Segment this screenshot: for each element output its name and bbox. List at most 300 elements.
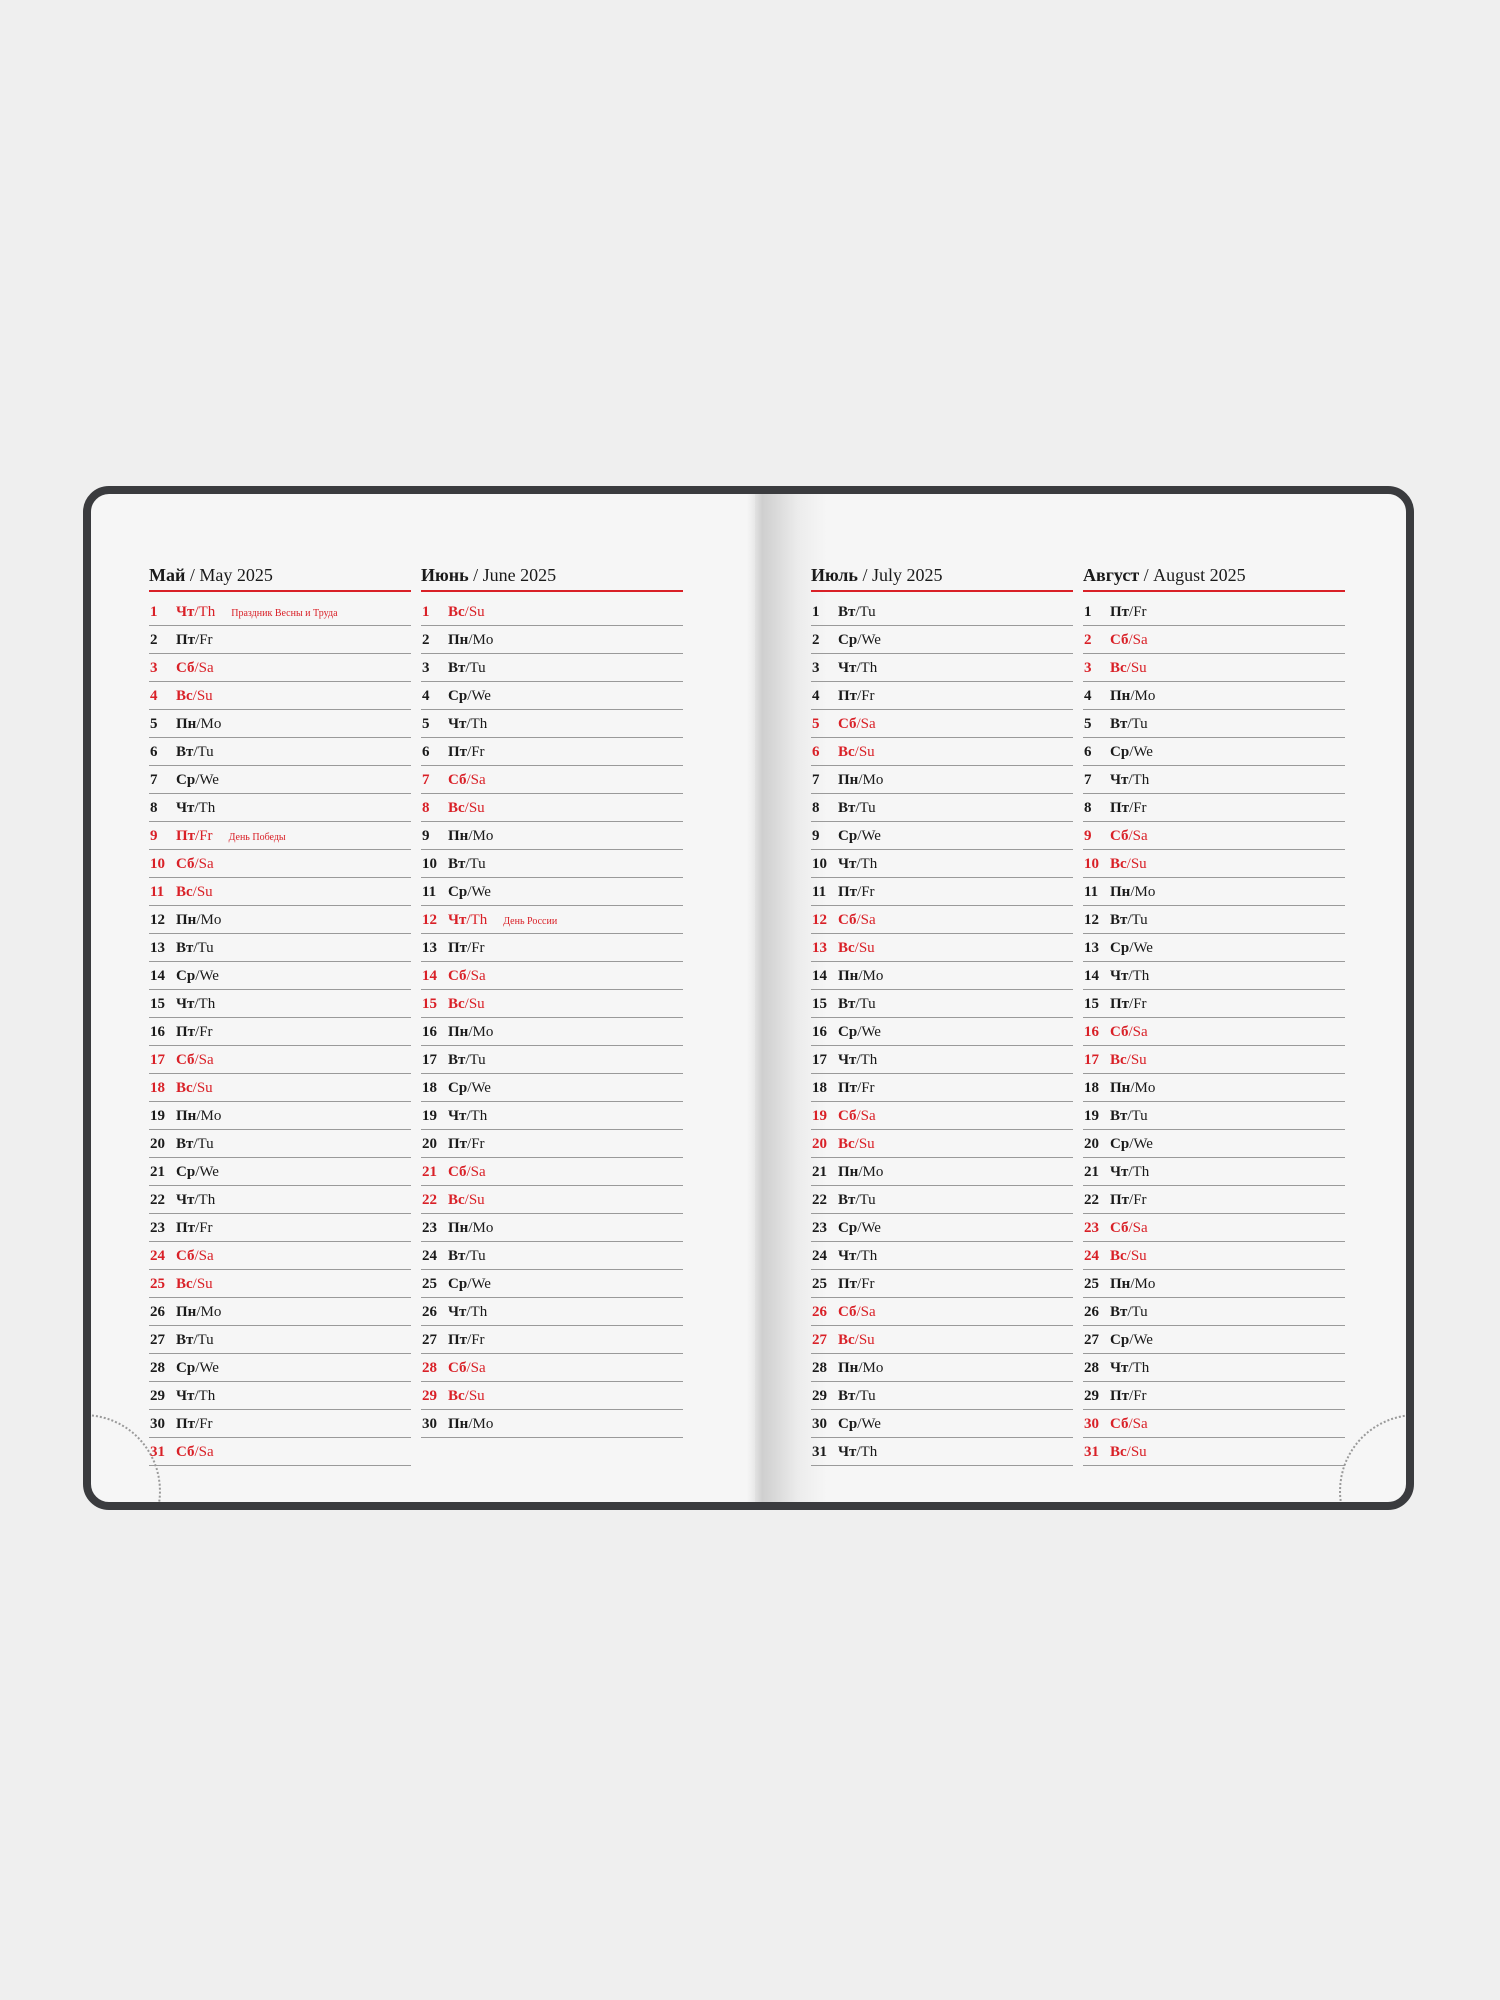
day-row xyxy=(421,936,683,962)
weekday-ru: Чт xyxy=(838,1052,857,1068)
weekday-en: /Th xyxy=(856,1444,878,1460)
day-number: 25 xyxy=(812,1276,827,1292)
weekday-en: /Fr xyxy=(857,884,875,900)
weekday-ru: Сб xyxy=(838,1108,857,1124)
day-number: 2 xyxy=(812,632,820,648)
weekday-en: /Fr xyxy=(467,940,485,956)
day-number: 31 xyxy=(150,1444,165,1460)
day-number: 19 xyxy=(150,1108,165,1124)
weekday-ru: Пн xyxy=(176,1108,197,1124)
day-row xyxy=(421,824,683,850)
weekday-ru: Вс xyxy=(176,688,193,704)
day-number: 4 xyxy=(812,688,820,704)
day-number: 13 xyxy=(422,940,437,956)
day-row xyxy=(1083,1440,1345,1466)
day-number: 4 xyxy=(422,688,430,704)
weekday-ru: Пн xyxy=(1110,884,1131,900)
day-number: 16 xyxy=(812,1024,827,1040)
day-row xyxy=(421,740,683,766)
day-number: 7 xyxy=(812,772,820,788)
month-name-ru: Июль xyxy=(811,565,858,585)
weekday-en: /Su xyxy=(854,940,875,956)
weekday-en: /We xyxy=(1129,744,1153,760)
holiday-label: Праздник Весны и Труда xyxy=(231,608,338,619)
day-number: 28 xyxy=(422,1360,437,1376)
day-row xyxy=(421,628,683,654)
day-number: 13 xyxy=(812,940,827,956)
weekday-ru: Ср xyxy=(176,1164,196,1180)
day-row xyxy=(149,684,411,710)
day-row xyxy=(811,1328,1073,1354)
day-row xyxy=(1083,1244,1345,1270)
day-number: 6 xyxy=(150,744,158,760)
weekday-en: /Fr xyxy=(195,1024,213,1040)
month-july xyxy=(811,564,1073,1468)
weekday-ru: Пт xyxy=(1110,996,1130,1012)
weekday-en: /Tu xyxy=(465,1248,486,1264)
weekday-ru: Чт xyxy=(838,856,857,872)
day-row xyxy=(1083,1188,1345,1214)
day-row xyxy=(811,1048,1073,1074)
weekday-en: /Th xyxy=(466,1108,488,1124)
day-row xyxy=(421,1104,683,1130)
day-row xyxy=(149,712,411,738)
day-row xyxy=(811,768,1073,794)
weekday-en: /Th xyxy=(194,1192,216,1208)
weekday-en: /Su xyxy=(854,1136,875,1152)
weekday-ru: Вс xyxy=(1110,660,1127,676)
day-row xyxy=(1083,992,1345,1018)
day-row xyxy=(149,1412,411,1438)
day-row xyxy=(1083,1300,1345,1326)
day-row xyxy=(1083,1384,1345,1410)
day-number: 23 xyxy=(812,1220,827,1236)
weekday-en: /Sa xyxy=(466,1360,486,1376)
day-number: 30 xyxy=(1084,1416,1099,1432)
weekday-ru: Сб xyxy=(176,1444,195,1460)
weekday-en: /Th xyxy=(1128,772,1150,788)
weekday-en: /Tu xyxy=(193,1332,214,1348)
weekday-ru: Вс xyxy=(1110,1248,1127,1264)
day-row xyxy=(1083,628,1345,654)
month-june xyxy=(421,564,683,1440)
day-number: 26 xyxy=(422,1304,437,1320)
day-row xyxy=(1083,1132,1345,1158)
day-number: 26 xyxy=(812,1304,827,1320)
weekday-ru: Сб xyxy=(838,1304,857,1320)
day-number: 22 xyxy=(812,1192,827,1208)
weekday-en: /Th xyxy=(194,996,216,1012)
day-number: 28 xyxy=(1084,1360,1099,1376)
day-number: 7 xyxy=(422,772,430,788)
day-number: 21 xyxy=(812,1164,827,1180)
day-number: 24 xyxy=(1084,1248,1099,1264)
weekday-ru: Вт xyxy=(838,1388,856,1404)
day-row xyxy=(1083,824,1345,850)
day-number: 10 xyxy=(1084,856,1099,872)
day-number: 13 xyxy=(150,940,165,956)
day-number: 15 xyxy=(150,996,165,1012)
month-name-en: / August 2025 xyxy=(1139,565,1246,585)
day-number: 5 xyxy=(422,716,430,732)
day-row xyxy=(149,1272,411,1298)
weekday-ru: Пн xyxy=(176,1304,197,1320)
weekday-ru: Пн xyxy=(176,912,197,928)
weekday-en: /Su xyxy=(854,1332,875,1348)
day-row xyxy=(811,1020,1073,1046)
weekday-en: /Su xyxy=(464,604,485,620)
day-row xyxy=(421,600,683,626)
day-number: 14 xyxy=(150,968,165,984)
weekday-en: /Su xyxy=(192,1276,213,1292)
day-row xyxy=(811,1384,1073,1410)
weekday-en: /Mo xyxy=(468,1220,494,1236)
weekday-ru: Вс xyxy=(176,1276,193,1292)
day-row xyxy=(811,1104,1073,1130)
day-row xyxy=(421,1300,683,1326)
weekday-ru: Сб xyxy=(448,1164,467,1180)
weekday-ru: Сб xyxy=(1110,1416,1129,1432)
day-number: 18 xyxy=(422,1080,437,1096)
day-number: 2 xyxy=(422,632,430,648)
weekday-en: /Th xyxy=(1128,1360,1150,1376)
day-number: 16 xyxy=(1084,1024,1099,1040)
day-row xyxy=(1083,1272,1345,1298)
day-row xyxy=(811,712,1073,738)
weekday-en: /Sa xyxy=(466,1164,486,1180)
weekday-en: /We xyxy=(1129,1136,1153,1152)
day-row xyxy=(149,1300,411,1326)
day-number: 11 xyxy=(150,884,165,900)
day-number: 6 xyxy=(812,744,820,760)
day-number: 21 xyxy=(1084,1164,1099,1180)
day-number: 12 xyxy=(812,912,827,928)
weekday-ru: Сб xyxy=(1110,828,1129,844)
day-row xyxy=(149,1188,411,1214)
day-number: 14 xyxy=(1084,968,1099,984)
weekday-en: /Th xyxy=(466,716,488,732)
day-row xyxy=(811,1440,1073,1466)
weekday-ru: Пн xyxy=(448,828,469,844)
weekday-en: /We xyxy=(857,1416,881,1432)
weekday-ru: Пт xyxy=(1110,1388,1130,1404)
weekday-ru: Вт xyxy=(176,744,194,760)
day-row xyxy=(1083,600,1345,626)
weekday-ru: Пт xyxy=(838,884,858,900)
day-number: 3 xyxy=(1084,660,1092,676)
weekday-ru: Вс xyxy=(176,884,193,900)
day-number: 1 xyxy=(812,604,820,620)
day-row xyxy=(421,1076,683,1102)
weekday-ru: Ср xyxy=(448,1276,468,1292)
day-row xyxy=(1083,936,1345,962)
weekday-ru: Пт xyxy=(1110,1192,1130,1208)
weekday-ru: Пн xyxy=(838,1360,859,1376)
weekday-en: /We xyxy=(467,884,491,900)
weekday-en: /We xyxy=(1129,940,1153,956)
day-row xyxy=(421,1048,683,1074)
weekday-ru: Вт xyxy=(838,996,856,1012)
weekday-en: /Mo xyxy=(1130,688,1156,704)
weekday-en: /Su xyxy=(464,800,485,816)
day-number: 31 xyxy=(1084,1444,1099,1460)
weekday-ru: Вт xyxy=(1110,912,1128,928)
day-row xyxy=(811,908,1073,934)
day-row xyxy=(149,1132,411,1158)
day-row xyxy=(421,796,683,822)
day-row xyxy=(149,1384,411,1410)
weekday-ru: Ср xyxy=(838,632,858,648)
weekday-ru: Вт xyxy=(838,1192,856,1208)
month-header xyxy=(811,564,1073,592)
weekday-en: /Mo xyxy=(1130,1276,1156,1292)
weekday-en: /We xyxy=(195,1360,219,1376)
day-number: 20 xyxy=(1084,1136,1099,1152)
weekday-en: /Th xyxy=(1128,968,1150,984)
day-number: 30 xyxy=(422,1416,437,1432)
day-number: 31 xyxy=(812,1444,827,1460)
weekday-en: /Su xyxy=(192,688,213,704)
weekday-en: /Sa xyxy=(466,968,486,984)
day-row xyxy=(149,1216,411,1242)
weekday-en: /Th xyxy=(194,1388,216,1404)
weekday-en: /We xyxy=(195,1164,219,1180)
weekday-ru: Сб xyxy=(1110,1024,1129,1040)
day-number: 14 xyxy=(812,968,827,984)
weekday-en: /Tu xyxy=(1127,1304,1148,1320)
weekday-en: /Su xyxy=(1126,1052,1147,1068)
weekday-ru: Чт xyxy=(838,660,857,676)
day-number: 30 xyxy=(812,1416,827,1432)
weekday-en: /Tu xyxy=(855,604,876,620)
weekday-ru: Вт xyxy=(448,1052,466,1068)
month-name-ru: Май xyxy=(149,565,186,585)
weekday-ru: Пт xyxy=(176,1220,196,1236)
day-number: 29 xyxy=(150,1388,165,1404)
day-number: 6 xyxy=(1084,744,1092,760)
day-row xyxy=(1083,1412,1345,1438)
weekday-en: /Tu xyxy=(1127,912,1148,928)
weekday-ru: Чт xyxy=(1110,1360,1129,1376)
day-number: 27 xyxy=(812,1332,827,1348)
day-list xyxy=(811,600,1073,1466)
weekday-en: /Su xyxy=(854,744,875,760)
day-row xyxy=(811,880,1073,906)
weekday-en: /Fr xyxy=(195,828,213,844)
weekday-ru: Пт xyxy=(176,1024,196,1040)
weekday-en: /Fr xyxy=(1129,1192,1147,1208)
day-row xyxy=(1083,852,1345,878)
day-row xyxy=(1083,656,1345,682)
day-list xyxy=(421,600,683,1438)
day-row xyxy=(149,992,411,1018)
weekday-en: /Tu xyxy=(193,1136,214,1152)
planner-spread xyxy=(83,486,1414,1510)
day-row xyxy=(811,628,1073,654)
day-row xyxy=(421,880,683,906)
day-number: 23 xyxy=(1084,1220,1099,1236)
weekday-en: /Fr xyxy=(857,688,875,704)
day-row xyxy=(811,740,1073,766)
weekday-ru: Вс xyxy=(838,1136,855,1152)
weekday-en: /We xyxy=(195,772,219,788)
weekday-ru: Чт xyxy=(1110,772,1129,788)
weekday-ru: Пт xyxy=(176,828,196,844)
day-row xyxy=(811,1216,1073,1242)
day-number: 14 xyxy=(422,968,437,984)
day-number: 2 xyxy=(150,632,158,648)
day-number: 12 xyxy=(422,912,437,928)
weekday-en: /Mo xyxy=(468,1416,494,1432)
weekday-en: /Fr xyxy=(467,744,485,760)
weekday-en: /Sa xyxy=(466,772,486,788)
day-number: 21 xyxy=(422,1164,437,1180)
day-number: 27 xyxy=(150,1332,165,1348)
weekday-en: /Mo xyxy=(196,716,222,732)
day-number: 25 xyxy=(1084,1276,1099,1292)
weekday-ru: Сб xyxy=(448,772,467,788)
weekday-en: /Th xyxy=(856,660,878,676)
weekday-ru: Пт xyxy=(1110,604,1130,620)
day-row xyxy=(421,964,683,990)
weekday-ru: Пт xyxy=(448,744,468,760)
day-row xyxy=(421,1020,683,1046)
day-number: 15 xyxy=(422,996,437,1012)
day-row xyxy=(811,796,1073,822)
day-number: 3 xyxy=(422,660,430,676)
weekday-ru: Вс xyxy=(1110,1444,1127,1460)
weekday-ru: Чт xyxy=(448,912,467,928)
weekday-en: /Mo xyxy=(196,912,222,928)
day-number: 9 xyxy=(150,828,158,844)
weekday-ru: Пт xyxy=(448,1136,468,1152)
day-number: 1 xyxy=(1084,604,1092,620)
day-row xyxy=(149,1076,411,1102)
weekday-ru: Вт xyxy=(838,800,856,816)
day-number: 18 xyxy=(150,1080,165,1096)
day-number: 19 xyxy=(1084,1108,1099,1124)
weekday-en: /Fr xyxy=(1129,1388,1147,1404)
day-row xyxy=(1083,740,1345,766)
weekday-ru: Ср xyxy=(176,1360,196,1376)
day-number: 12 xyxy=(150,912,165,928)
weekday-ru: Чт xyxy=(448,716,467,732)
day-number: 27 xyxy=(1084,1332,1099,1348)
weekday-en: /We xyxy=(857,828,881,844)
weekday-ru: Пт xyxy=(838,1276,858,1292)
weekday-en: /Mo xyxy=(858,968,884,984)
weekday-en: /Sa xyxy=(1128,1220,1148,1236)
weekday-ru: Сб xyxy=(448,1360,467,1376)
weekday-ru: Вт xyxy=(448,660,466,676)
day-row xyxy=(1083,908,1345,934)
day-row xyxy=(149,768,411,794)
weekday-en: /Tu xyxy=(855,1192,876,1208)
weekday-ru: Пт xyxy=(1110,800,1130,816)
day-row xyxy=(811,852,1073,878)
weekday-en: /Sa xyxy=(194,1052,214,1068)
weekday-en: /Th xyxy=(466,1304,488,1320)
day-row xyxy=(149,936,411,962)
day-number: 24 xyxy=(150,1248,165,1264)
day-row xyxy=(421,656,683,682)
day-row xyxy=(1083,964,1345,990)
month-header xyxy=(1083,564,1345,592)
day-row xyxy=(811,1132,1073,1158)
weekday-ru: Вт xyxy=(838,604,856,620)
day-number: 11 xyxy=(422,884,437,900)
weekday-en: /Mo xyxy=(858,772,884,788)
weekday-en: /Mo xyxy=(1130,884,1156,900)
weekday-en: /Su xyxy=(1126,660,1147,676)
weekday-ru: Вс xyxy=(448,1388,465,1404)
weekday-ru: Вс xyxy=(176,1080,193,1096)
day-number: 5 xyxy=(1084,716,1092,732)
weekday-ru: Пт xyxy=(176,1416,196,1432)
weekday-en: /Tu xyxy=(1127,1108,1148,1124)
weekday-ru: Ср xyxy=(838,828,858,844)
weekday-en: /Su xyxy=(464,1192,485,1208)
weekday-en: /Mo xyxy=(858,1164,884,1180)
weekday-ru: Вс xyxy=(448,1192,465,1208)
day-number: 18 xyxy=(812,1080,827,1096)
weekday-en: /We xyxy=(195,968,219,984)
month-name-en: / July 2025 xyxy=(857,565,943,585)
day-row xyxy=(149,1356,411,1382)
day-row xyxy=(421,1384,683,1410)
weekday-en: /Th xyxy=(194,800,216,816)
weekday-en: /Tu xyxy=(193,940,214,956)
weekday-en: /We xyxy=(467,1276,491,1292)
day-number: 13 xyxy=(1084,940,1099,956)
day-number: 8 xyxy=(1084,800,1092,816)
weekday-ru: Чт xyxy=(838,1248,857,1264)
weekday-ru: Сб xyxy=(176,1052,195,1068)
weekday-ru: Чт xyxy=(448,1304,467,1320)
weekday-en: /Th xyxy=(856,1248,878,1264)
weekday-ru: Пт xyxy=(448,940,468,956)
weekday-ru: Пн xyxy=(448,1416,469,1432)
day-row xyxy=(421,1132,683,1158)
weekday-en: /We xyxy=(857,1220,881,1236)
day-row xyxy=(811,1272,1073,1298)
day-list xyxy=(1083,600,1345,1466)
weekday-ru: Пн xyxy=(176,716,197,732)
day-number: 7 xyxy=(1084,772,1092,788)
day-row xyxy=(1083,1076,1345,1102)
day-number: 22 xyxy=(422,1192,437,1208)
day-number: 29 xyxy=(812,1388,827,1404)
day-row xyxy=(1083,1020,1345,1046)
day-number: 24 xyxy=(812,1248,827,1264)
day-number: 19 xyxy=(422,1108,437,1124)
day-number: 18 xyxy=(1084,1080,1099,1096)
weekday-ru: Сб xyxy=(1110,632,1129,648)
weekday-en: /Fr xyxy=(1129,604,1147,620)
day-number: 25 xyxy=(422,1276,437,1292)
day-row xyxy=(811,1412,1073,1438)
day-number: 30 xyxy=(150,1416,165,1432)
day-number: 20 xyxy=(812,1136,827,1152)
weekday-ru: Сб xyxy=(176,1248,195,1264)
day-number: 15 xyxy=(812,996,827,1012)
day-number: 20 xyxy=(150,1136,165,1152)
weekday-en: /Tu xyxy=(855,996,876,1012)
day-row xyxy=(421,1356,683,1382)
weekday-ru: Пн xyxy=(838,772,859,788)
weekday-ru: Пн xyxy=(448,1024,469,1040)
day-row xyxy=(1083,880,1345,906)
